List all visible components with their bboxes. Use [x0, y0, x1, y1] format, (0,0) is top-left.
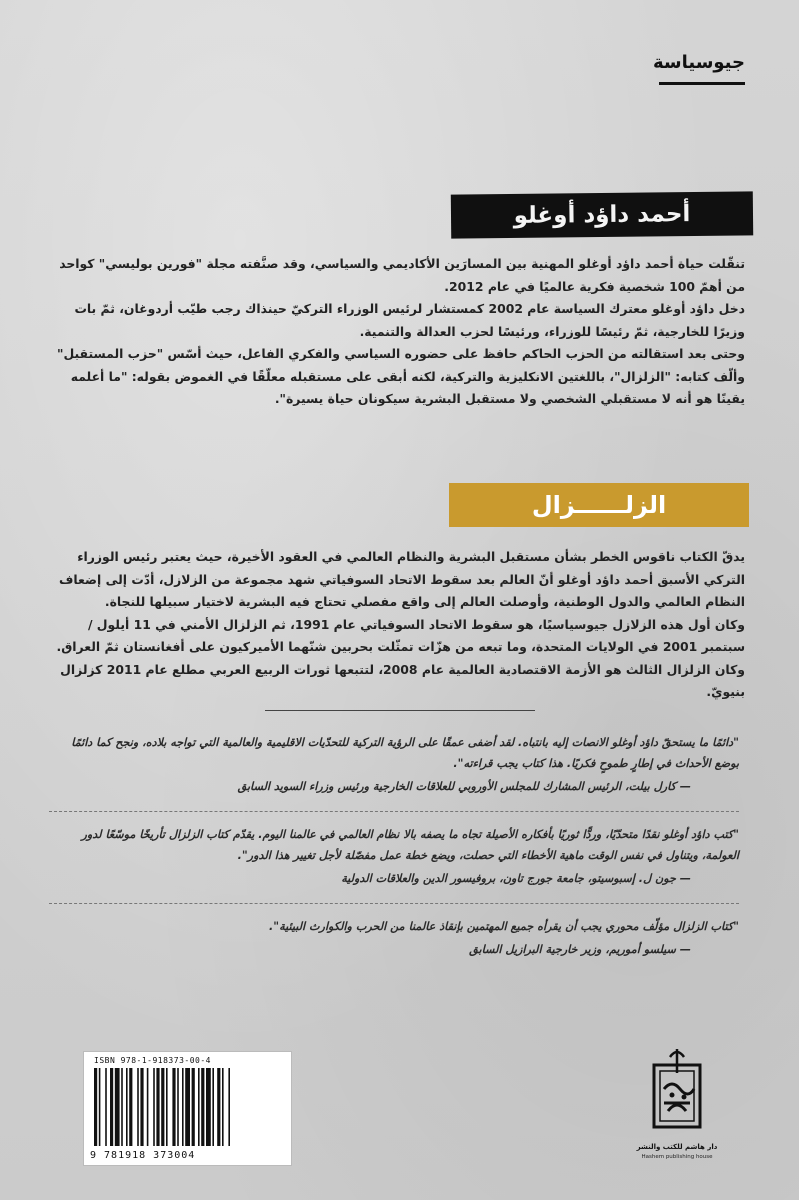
author-name-banner: أحمد داؤد أوغلو: [451, 191, 753, 238]
quote-source: — سيلسو أموريم، وزير خارجية البرازيل السابق: [469, 943, 691, 956]
publisher-name-english: Hashem publishing house: [641, 1154, 713, 1160]
barcode-bar: [153, 1068, 155, 1146]
endorsements: [49, 732, 739, 974]
barcode: [83, 1051, 292, 1166]
barcode-bar: [161, 1068, 164, 1146]
barcode-bar: [137, 1068, 139, 1146]
author-bio: [45, 253, 745, 411]
barcode-bar: [228, 1068, 230, 1146]
book-title-banner: الزلــــــزال: [449, 483, 749, 527]
book-summary: [45, 546, 745, 704]
barcode-bar: [201, 1068, 204, 1146]
barcode-bar: [115, 1068, 120, 1146]
barcode-bar: [110, 1068, 113, 1146]
category-underline: [659, 82, 745, 85]
quote-source: — جون ل. إسبوسيتو، جامعة جورج تاون، بروفيسور الدين والعلاقات الدولية: [341, 872, 691, 885]
barcode-bar: [126, 1068, 128, 1146]
barcode-bar: [129, 1068, 132, 1146]
barcode-bar: [212, 1068, 214, 1146]
section-divider: [265, 710, 535, 711]
quote-text: "كتب داؤد أوغلو نقدًا متحدّيًا، وردًّا ثوريًا بأفكاره الأصيلة تجاه ما يصفه بالا نظام العالمي في عالمنا اليوم. يقدّم كتاب الزلزال تأريخًا موسّعًا لدور العولمة، ويتناول في نفس الوقت ماهية الأخطاء التي حصلت، ويضع خطة عمل مفصّلة لأجل تغيير هذا الدور".: [81, 828, 739, 862]
barcode-bar: [121, 1068, 123, 1146]
quote-text: "دائمًا ما يستحقّ داؤد أوغلو الانصات إليه بانتباه. لقد أضفى عمقًا على الرؤية التركية للتحدّيات الاقليمية والعالمية التي تواجه بلاده، ونجح كما دائمًا بوضع الأحداث في إطارٍ طموحٍ فكريًا. هذا كتاب يجب قراءته".: [71, 736, 739, 770]
publisher-name-arabic: دار هاشم للكتب والنشر: [636, 1143, 718, 1151]
barcode-bar: [172, 1068, 175, 1146]
barcode-bar: [185, 1068, 190, 1146]
isbn-label: ISBN 978-1-918373-00-4: [94, 1056, 211, 1065]
barcode-bar: [192, 1068, 195, 1146]
barcode-bar: [182, 1068, 184, 1146]
barcode-bar: [177, 1068, 179, 1146]
quote-source: — كارل بيلت، الرئيس المشارك للمجلس الأوروبي للعلاقات الخارجية ورئيس وزراء السويد السابق: [237, 780, 691, 793]
barcode-bar: [140, 1068, 143, 1146]
quote-separator: [49, 903, 739, 904]
bio-paragraph: وحتى بعد استقالته من الحزب الحاكم حافظ على حضوره السياسي والفكري الفاعل، حيث أسّس "حزب المستقبل" وألّف كتابه: "الزلزال"، باللغتين الانكليزية والتركية، لكنه أبقى على مستقبله معلّقًا في الغموض بقوله: "ما أعلمه يقينًا هو أنه لا مستقبلي الشخصي ولا مستقبل البشرية سيكونان حياة يسيرة".: [56, 346, 745, 406]
barcode-bar: [156, 1068, 159, 1146]
summary-paragraph: وكان أول هذه الزلازل جيوسياسيًا، هو سقوط الاتحاد السوفياتي عام 1991، ثم الزلزال الأمني في 11 أيلول / سبتمبر 2001 في الولايات المتحدة، وما تبعه من هزّات تمثّلت بحربين شنّهما الأميركيون على أفغانستان ثمّ العراق. وكان الزلزال الثالث هو الأزمة الاقتصادية العالمية عام 2008، لتتبعها ثورات الربيع العربي مطلع عام 2011 كزلزال بنيويّ.: [56, 616, 745, 699]
endorsement-quote: [49, 824, 739, 889]
barcode-bar: [147, 1068, 149, 1146]
endorsement-quote: [49, 916, 739, 960]
barcode-bar: [217, 1068, 220, 1146]
bio-paragraph: دخل داؤد أوغلو معترك السياسة عام 2002 كمستشار لرئيس الوزراء التركيّ حينذاك رجب طيّب أردوغان، ثمّ بات وزيرًا للخارجية، ثمّ رئيسًا للوزراء، ورئيسًا لحزب العدالة والتنمية.: [74, 301, 745, 339]
endorsement-quote: [49, 732, 739, 797]
publisher-logo-icon: [632, 1043, 722, 1143]
quote-separator: [49, 811, 739, 812]
category-label: جيوسياسة: [652, 52, 745, 73]
isbn-digits: 9 781918 373004: [90, 1150, 196, 1161]
barcode-bar: [198, 1068, 200, 1146]
barcode-bar: [222, 1068, 224, 1146]
bio-paragraph: تنقّلت حياة أحمد داؤد أوغلو المهنية بين المسارَين الأكاديمي والسياسي، وقد صنَّفته مجلة "فورين بوليسي" كواحد من أهمّ 100 شخصية فكرية عالميًا في عام 2012.: [59, 256, 745, 294]
barcode-bar: [105, 1068, 107, 1146]
barcode-bars: [94, 1068, 280, 1146]
barcode-bar: [166, 1068, 168, 1146]
quote-text: "كتاب الزلزال مؤلّف محوري يجب أن يقرأه جميع المهتمين بإنقاذ عالمنا من الحرب والكوارث البيئية".: [269, 920, 739, 933]
barcode-bar: [206, 1068, 211, 1146]
summary-paragraph: يدقّ الكتاب ناقوس الخطر بشأن مستقبل البشرية والنظام العالمي في العقود الأخيرة، حيث يعتبر رئيس الوزراء التركي الأسبق أحمد داؤد أوغلو أنّ العالم بعد سقوط الاتحاد السوفياتي شهد مجموعة من الزلازل، أدّت إلى إضعاف النظام العالمي والدول الوطنية، وأوصلت العالم إلى واقع مفصلي تحتاج فيه البشرية لاختيار سبيلها للنجاة.: [59, 549, 745, 609]
barcode-bar: [94, 1068, 97, 1146]
barcode-bar: [99, 1068, 101, 1146]
